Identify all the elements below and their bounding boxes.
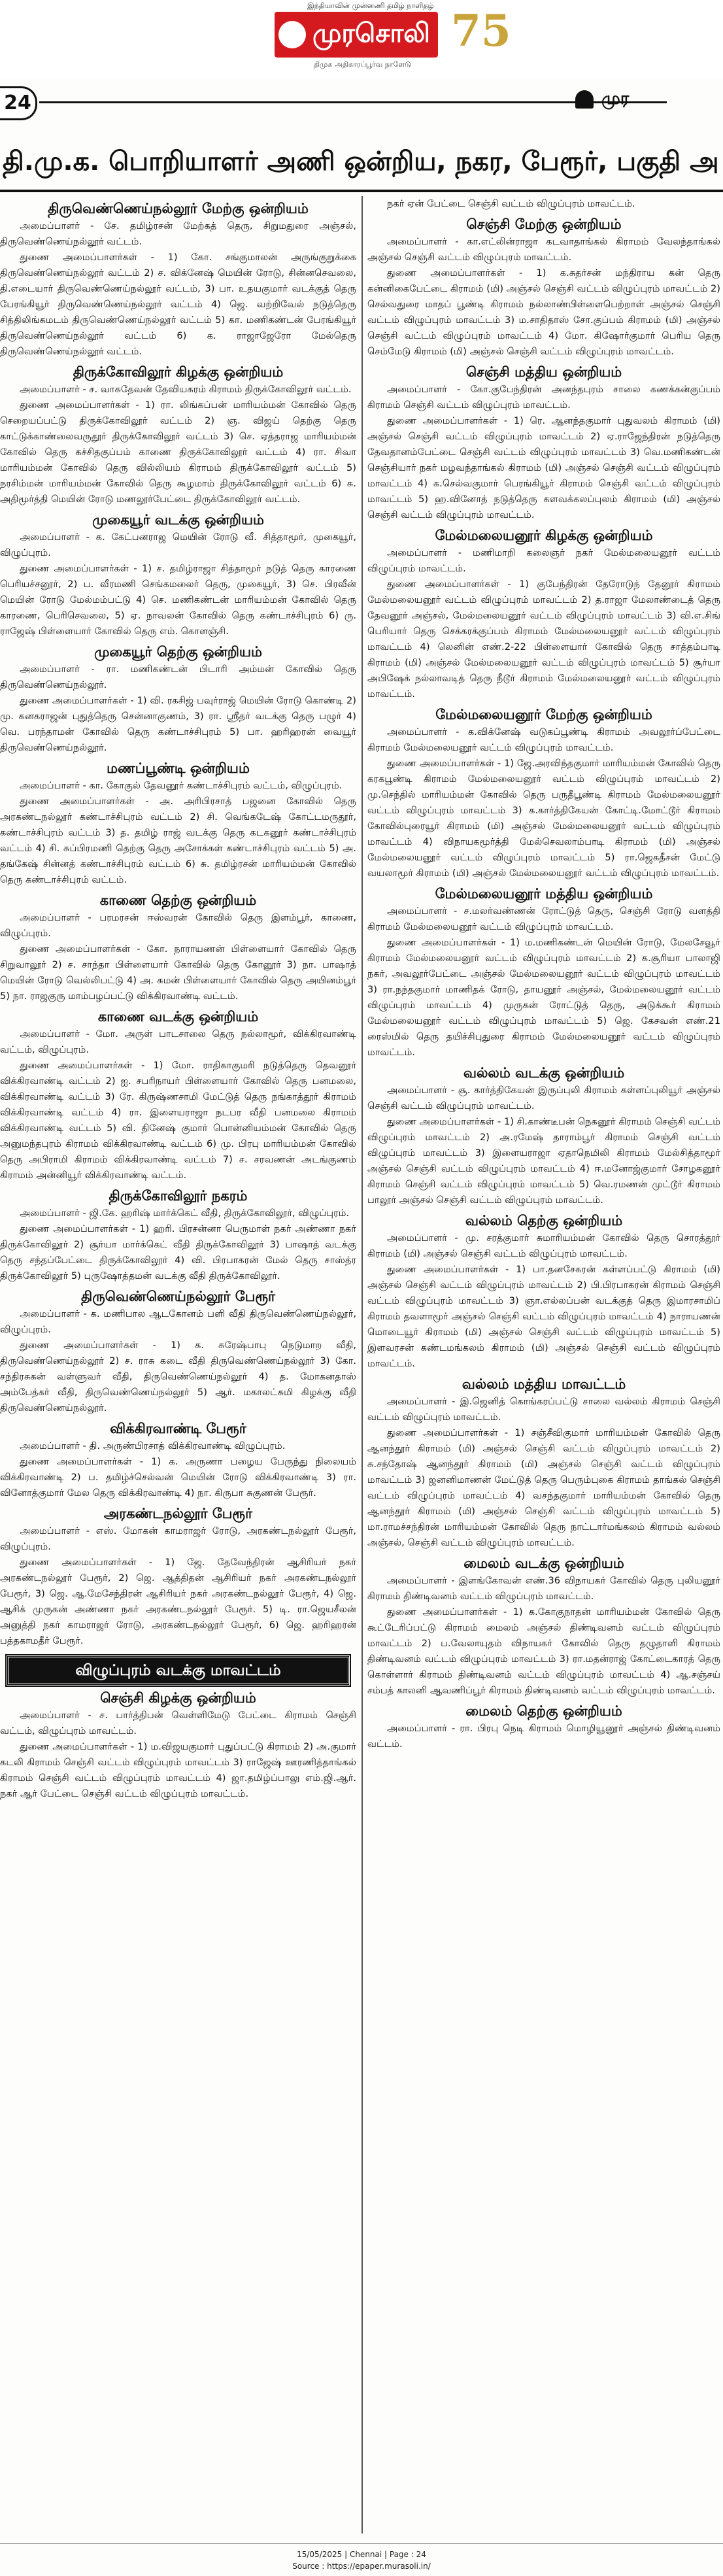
footer-rule [0, 2543, 723, 2544]
organizer-paragraph: அமைப்பாளர் - கா.எட்லின்ராஜா கடவாதாங்கல் கிராமம் வேலந்தாங்கல் அஞ்சல் செஞ்சி வட்டம் விழுப்புரம் மாவட்டம். [367, 236, 720, 263]
footer-source: Source : https://epaper.murasoli.in/ [292, 2562, 431, 2571]
section-heading: செஞ்சி கிழக்கு ஒன்றியம் [100, 1690, 256, 1706]
union-section [0, 510, 356, 639]
organizer-paragraph: அமைப்பாளர் - இ.ஜெனித் கொங்கரப்பட்டு சாலை வல்லம் கிராமம் செஞ்சி வட்டம் விழுப்புரம் மாவட்டம். [367, 1396, 720, 1423]
organizer-paragraph: அமைப்பாளர் - ரா. பிரபு நெடி கிராமம் மொழியூனூர் அஞ்சல் திண்டிவனம் வட்டம். [367, 1723, 720, 1750]
section-heading: மைலம் தெற்கு ஒன்றியம் [465, 1703, 622, 1719]
organizer-paragraph: அமைப்பாளர் - சூ. கார்த்திகேயன் இருப்புலி கிராமம் கள்ளப்புலியூர் அஞ்சல் செஞ்சி வட்டம் விழுப்புரம் மாவட்டம். [367, 1085, 720, 1111]
organizer-paragraph: நகர் ஏன் பேட்டை செஞ்சி வட்டம் விழுப்புரம் மாவட்டம். [387, 198, 635, 209]
deputy-organizers-paragraph: துணை அமைப்பாளர்கள் - 1) க.சுதர்சன் மந்திராய கன் தெரு கன்னிகைபேட்டை கிராமம் (மி) அஞ்சல் செஞ்சி வட்டம் விழுப்புரம் மாவட்டம் 2) செல்வதுரை மாதப் பூண்டி கிராமம் நல்லாண்பிள்ளைபெற்றாள் அஞ்சல் செஞ்சி வட்டம் விழுப்புரம் மாவட்டம் 3) ம.சாதிதாஸ் சோ.குப்பம் கிராமம் (மி) அஞ்சல் செஞ்சி வட்டம் விழுப்புரம் மாவட்டம் 4) மோ. கிஷோர்குமார் பெரிய தெரு செம்மேடு கிராமம் (மி) அஞ்சல் செஞ்சி வட்டம் விழுப்புரம் மாவட்டம். [367, 267, 720, 357]
union-section [0, 890, 356, 1004]
section-heading: மைலம் வடக்கு ஒன்றியம் [463, 1555, 624, 1571]
footer-dateline: 15/05/2025 | Chennai | Page : 24 [297, 2550, 426, 2559]
deputy-organizers-paragraph: துணை அமைப்பாளர்கள் - 1) ரெ. ஆனந்தகுமார் புதுவலம் கிராமம் (மி) அஞ்சல் செஞ்சி வட்டம் விழுப்புரம் மாவட்டம் 2) ஏ.ராஜேந்திரன் நடுத்தெரு தேவதானம்பேட்டை செஞ்சி வட்டம் விழுப்புரம் மாவட்டம் 3) வெ.மணிகண்டன் செஞ்சியார் நகர் மழவந்தாங்கல் கிராமம் (மி) அஞ்சல் செஞ்சி வட்டம் விழுப்புரம் மாவட்டம் 4) க.செல்வகுமார் பெரங்கியூர் கிராமம் செஞ்சி வட்டம் விழுப்புரம் மாவட்டம் 5) ஹ.வினோத் நடுத்தெரு களவக்கலப்புலம் கிராமம் (மி) அஞ்சல் செஞ்சி வட்டம் விழுப்புரம் மாவட்டம். [367, 415, 720, 520]
section-heading: மணப்பூண்டி ஒன்றியம் [107, 760, 250, 776]
right-column [367, 196, 720, 2537]
deputy-organizers-paragraph: துணை அமைப்பாளர்கள் - 1) சஞ்சீவிகுமார் மாரியம்மன் கோவில் தெரு ஆனந்தூர் கிராமம் (மி) அஞ்சல் செஞ்சி வட்டம் விழுப்புரம் மாவட்டம் 2) சு.சந்தோஷ் ஆனந்தூர் கிராமம் (மி) அஞ்சல் செஞ்சி வட்டம் விழுப்புரம் மாவட்டம் 3) ஜனனிமாணன் மேட்டுத் தெரு பெரும்புகை கிராமம் தாங்கல் செஞ்சி வட்டம் விழுப்புரம் மாவட்டம் 4) வசந்தகுமார் மாரியம்மன் கோவில் தெரு ஆனந்தூர் கிராமம் (மி) அஞ்சல் செஞ்சி வட்டம் விழுப்புரம் மாவட்டம் 5) மா.ராமச்சந்திரன் மாரியம்மன் கோவில் தெரு நாட்டார்மங்கலம் கிராமம் வல்லம் அஞ்சல், செஞ்சி வட்டம் விழுப்புரம் மாவட்டம். [367, 1427, 720, 1548]
deputy-organizers-paragraph: துணை அமைப்பாளர்கள் - 1) க. அருணா பழைய பேருந்து நிலையம் விக்கிரவாண்டி 2) ப. தமிழ்ச்செல்வன் மெயின் ரோடு விக்கிரவாண்டி 3) ரா. வினோத்குமார் மேல தெரு விக்கிரவாண்டி 4) நா. கிருபா சுகுணன் பேரூர். [0, 1456, 356, 1499]
union-section [367, 884, 720, 1060]
section-heading: மேல்மலையனூர் கிழக்கு ஒன்றியம் [435, 528, 653, 543]
page-number: 24 [0, 86, 37, 120]
deputy-organizers-paragraph: துணை அமைப்பாளர்கள் - 1) ம.மணிகண்டன் மெயின் ரோடு, மேலசேவூர் கிராமம் மேல்மலையனூர் வட்டம் விழுப்புரம் மாவட்டம் 2) க.சூரியா பாலாஜி நகர், அவலூர்பேட்டை அஞ்சல் மேல்மலையனூர் வட்டம் விழுப்புரம் மாவட்டம் 3) ரா.நந்தகுமார் மாணிதக் ரோடு, தாயனூர் அஞ்சல், மேல்மலையனூர் வட்டம் விழுப்புரம் மாவட்டம் 4) முருகன் ரோட்டுத் தெரு, அடுக்கூர் கிராமம் மேல்மலையனூர் வட்டம் விழுப்புரம் மாவட்டம் 5) ஜெ. கேசவன் எண்.21 ரைஸ்மில் தெரு தயிச்சிபுதுரை கிராமம் மேல்மலையனூர் வட்டம் விழுப்புரம் மாவட்டம். [367, 937, 720, 1058]
organizer-paragraph: அமைப்பாளர் - ச. பார்த்திபன் வெள்ளிமேடு பேட்டை கிராமம் செஞ்சி வட்டம், விழுப்புரம் மாவட்டம். [0, 1710, 356, 1737]
section-heading: வல்லம் தெற்கு ஒன்றியம் [465, 1213, 623, 1229]
page-header-right-text: முர [601, 89, 630, 109]
section-heading: செஞ்சி மத்திய ஒன்றியம் [465, 364, 622, 380]
union-section [0, 1688, 356, 1802]
section-heading: வல்லம் மத்திய மாவட்டம் [462, 1376, 626, 1392]
section-heading: திருவெண்ணெய்நல்லூர் பேரூர் [81, 1289, 275, 1304]
section-heading: திருக்கோவிலூர் கிழக்கு ஒன்றியம் [73, 364, 284, 380]
masthead [0, 0, 723, 78]
organizer-paragraph: அமைப்பாளர் - கா. கோகுல் தேவனூர் கண்டாச்சிபுரம் வட்டம், விழுப்புரம். [20, 780, 343, 791]
organizer-paragraph: அமைப்பாளர் - மு. சரத்குமார் சுமாரியம்மன் கோவில் தெரு சொரத்தூர் கிராமம் (மி) அஞ்சல் செஞ்சி வட்டம் விழுப்புரம் மாவட்டம். [367, 1232, 720, 1259]
district-banner [0, 1655, 356, 1686]
district-heading: விழுப்புரம் வடக்கு மாவட்டம் [7, 1655, 350, 1686]
union-section [0, 1287, 356, 1416]
union-section [367, 526, 720, 702]
union-section [367, 1063, 720, 1208]
section-heading: மேல்மலையனூர் மத்திய ஒன்றியம் [435, 886, 653, 902]
deputy-organizers-paragraph: துணை அமைப்பாளர்கள் - 1) ஜே.அரவிந்தகுமார் மாரியம்மன் கோவில் தெரு கரகபூண்டி கிராமம் மேல்மலையனூர் வட்டம் விழுப்புரம் மாவட்டம் 2) மு.செந்தில் மாரியம்மன் கோவில் தெரு பருதீபூண்டி கிராமம் மேல்மலையனூர் வட்டம் விழுப்புரம் மாவட்டம் 3) க.கார்த்திகேயன் கோட்டி.மோட்டூர் கிராமம் கோவில்புரையூர் கிராமம் (மி) அஞ்சல் மேல்மலையனூர் வட்டம் விழுப்புரம் மாவட்டம் 4) விநாயகமூர்த்தி மேல்செவலாம்பாடி கிராமம் (மி) அஞ்சல் மேல்மலையனூர் வட்டம் விழுப்புரம் மாவட்டம் 5) ரா.ஜெகதீசன் மேட்டு வயலாமூர் கிராமம் (மி) அஞ்சல் மேல்மலையனூர் வட்டம் விழுப்புரம் மாவட்டம். [367, 758, 720, 879]
union-section [0, 642, 356, 756]
deputy-organizers-paragraph: துணை அமைப்பாளர்கள் - 1) ரா. லிங்கப்பன் மாரியம்மன் கோவில் தெரு செறையப்பட்டு திருக்கோவிலூர் வட்டம் 2) ஞ. விஜய் தெற்கு தெரு காட்டுக்காண்லைவருதூர் திருக்கோவிலூர் வட்டம் 3) செ. ஏத்தராஜ மாரியம்மன் கோவில் தெரு கச்சிதகுப்பம் காணை திருக்கோவிலூர் வட்டம் 4) ரா. சிவா மாரியம்மன் கோவில் தெரு வில்லியம் கிராமம் திருக்கோவிலூர் வட்டம் 5) நரசிம்மன் மாரியம்மன் கோவில் தெரு கூழமாம் திருக்கோவிலூர் வட்டம் 6) சு. அதிமூர்த்தி மெயின் ரோடு மணலூர்பேட்டை திருக்கோவிலூர் வட்டம். [0, 399, 356, 505]
section-heading: திருவெண்ணெய்நல்லூர் மேற்கு ஒன்றியம் [48, 201, 309, 216]
page-footer [0, 2543, 723, 2576]
deputy-organizers-paragraph: துணை அமைப்பாளர்கள் - 1) ஹரி. பிரசன்னா பெருமாள் நகர் அண்ணா நகர் திருக்கோவிலூர் 2) சூர்யா மார்க்கெட் வீதி திருக்கோவிலூர் 3) பாஷாத் வடக்கு தெரு சந்தப்பேட்டை திருக்கோவிலூர் 4) வி. பிரபாகரன் மேல் தெரு சாஸ்த்ர திருக்கோவிலூர் 5) புருஷோத்தமன் வடக்கு வீதி திருக்கோவிலூர். [0, 1223, 356, 1281]
deputy-organizers-paragraph: துணை அமைப்பாளர்கள் - 1) ச. தமிழ்ராஜா சித்தாமூர் நடுத் தெரு காரணை பெரியச்சனூர், 2) ப. வீரமணி செங்கமலைர் தெரு, முகையூர், 3) செ. பிரவீன் மெயின் ரோடு மேல்மம்பட்டு 4) செ. மணிகண்டன் மாரியம்மன் கோவில் தெரு காரணை, பெரிசெவலை, 5) ஏ. நாவலன் கோவில் தெரு கண்டாச்சிபுரம் 6) ரு. ராஜேஷ் பிள்ளையார் கோவில் தெரு எம். கொளஞ்சி. [0, 563, 356, 637]
section-heading: காணை தெற்கு ஒன்றியம் [99, 892, 257, 908]
organizer-paragraph: அமைப்பாளர் - இளங்கோவன் எண்.36 விநாயகர் கோவில் தெரு புலியனூர் கிராமம் திண்டிவனம் வட்டம் விழுப்புரம் மாவட்டம். [367, 1575, 720, 1602]
section-heading: அரகண்டநல்லூர் பேரூர் [103, 1506, 253, 1521]
deputy-organizers-paragraph: துணை அமைப்பாளர்கள் - கோ. நாராயணன் பிள்ளையார் கோவில் தெரு சிறுவாலூர் 2) ச. சாந்தா பிள்ளையார் கோவில் தெரு கோனூர் 3) நா. பாஷாத் மெயின் ரோடு வெல்லிபட்டு 4) அ. சுமன் பிள்ளையார் கோவில் தெரு அயினம்பூர் 5) நா. ராஜகுரு மாம்பழப்பட்டு விக்கிரவாண்டி வட்டம். [0, 943, 356, 1002]
section-heading: மேல்மலையனூர் மேற்கு ஒன்றியம் [435, 707, 652, 722]
union-section [0, 758, 356, 888]
section-heading: முகையூர் தெற்கு ஒன்றியம் [94, 644, 262, 660]
union-section [367, 196, 720, 212]
deputy-organizers-paragraph: துணை அமைப்பாளர்கள் - 1) க.கோகுநாதன் மாரியம்மன் கோவில் தெரு கூட்டேரிப்பட்டு கிராமம் மைலம் அஞ்சல் திண்டிவனம் வட்டம் விழுப்புரம் மாவட்டம் 2) ப.வேலாயுதம் விநாயகர் கோவில் தெரு தழுதாளி கிராமம் திண்டிவனம் வட்டம் விழுப்புரம் மாவட்டம் 3) ரா.மதன்ராஜ் கோட்டைகாரத் தெரு கொள்ளார் கிராமம் திண்டிவனம் வட்டம் விழுப்புரம் மாவட்டம் 4) ஆ.சஞ்சய் சம்பத் காலனி ஆவணிப்பூர் கிராமம் திண்டிவனம் வட்டம் விழுப்புரம் மாவட்டம். [367, 1606, 720, 1696]
section-heading: முகையூர் வடக்கு ஒன்றியம் [92, 512, 264, 528]
article-headline: தி.மு.க. பொறியாளர் அணி ஒன்றிய, நகர, பேரூர், பகுதி அ [3, 146, 719, 177]
deputy-organizers-paragraph: துணை அமைப்பாளர்கள் - 1) சி.காண்டீபன் நெகனூர் கிராமம் செஞ்சி வட்டம் விழுப்புரம் மாவட்டம் 2) அ.ரமேஷ் தாராம்பூர் கிராமம் செஞ்சி வட்டம் விழுப்புரம் மாவட்டம் 3) இளையராஜா ஏதாநெமிலி கிராமம் மேல்சித்தாமூர் அஞ்சல் செஞ்சி வட்டம் விழுப்புரம் மாவட்டம் 4) ஈ.மனோஜ்குமார் சோழகனூர் கிராமம் செஞ்சி வட்டம் விழுப்புரம் மாவட்டம் 5) வெ.ரமணன் முட்டூர் கிராமம் பாலூர் அஞ்சல் செஞ்சி வட்டம் விழுப்புரம் மாவட்டம். [367, 1116, 720, 1206]
column-divider [362, 196, 363, 2534]
headline-rule [0, 190, 723, 192]
party-symbol-icon [575, 90, 594, 109]
section-heading: திருக்கோவிலூர் நகரம் [109, 1188, 248, 1204]
union-section [367, 214, 720, 360]
deputy-organizers-paragraph: துணை அமைப்பாளர்கள் - 1) வி. ரகசிஜ் பவுர்ராஜ் மெயின் ரோடு கொண்டி 2) மு. கனகராஜன் புதுத்தெரு சென்னாகுணம், 3) ரா. ஸ்ரீதர் வடக்கு தெரு பழுர் 4) வெ. பரந்தாமன் கோவில் தெரு கண்டாச்சிபுரம் 5) பா. ஹரிஹரன் வையூர் திருவெண்ணெய்நல்லூர். [0, 695, 356, 753]
union-section [0, 1007, 356, 1183]
union-section [367, 1374, 720, 1551]
deputy-organizers-paragraph: துணை அமைப்பாளர்கள் - அ. அரிபிரசாத் பஜனை கோவில் தெரு அரகண்டநல்லூர் கண்டாச்சிபுரம் வட்டம் 2) சி. வெங்கடேஷ் கோட்டமருதூர், கண்டாச்சிபுரம் வட்டம் 3) த. தமிழ் ராஜ் வடக்கு தெரு கடகனூர் கண்டாச்சிபுரம் வட்டம் 4) சி. சுப்பிரமணி தெற்கு தெரு அசோக்கள் கண்டாச்சிபுரம் வட்டம் 5) அ. தங்கேஷ் சின்னத் கண்டாச்சிபுரம் வட்டம் 6) சு. தமிழ்ரசன் மாரியம்மன் கோவில் தெரு கண்டாச்சிபுரம் வட்டம். [0, 796, 356, 885]
deputy-organizers-paragraph: துணை அமைப்பாளர்கள் - 1) ஜே. தேவேந்திரன் ஆசிரியர் நகர் அரகண்டநல்லூர் பேரூர், 2) ஜெ. ஆத்திதன் ஆசிரியர் நகர் அரகண்டநல்லூர் பேரூர், 3) ஜெ. ஆ.மேசேந்திரன் ஆசிரியர் நகர் அரகண்டநல்லூர் பேரூர், 4) ஜெ. ஆசிக் முருகன் அண்ணா நகர் அரகண்டநல்லூர் பேரூர். 5) டி. ரா.ஜெயசீலன் அனுத்தி நகர் காமராஜர் ரோடு, அரகண்டநல்லூர் பேரூர், 6) ஜெ. ஹரிஹரன் பத்தகாமதீர் பேரூர். [0, 1557, 356, 1646]
anniversary-badge: 75 [451, 5, 511, 56]
deputy-organizers-paragraph: துணை அமைப்பாளர்கள் - 1) மோ. ராதிகாகுமரி நடுத்தெரு தெவனூர் விக்கிரவாண்டி வட்டம் 2) ஐ. சபரிநாயர் பிள்ளையார் கோவில் தெரு பனமலை, விக்கிரவாண்டி வட்டம் 3) ரே. கிருஷ்ணசாமி மேட்டுத் தெரு நங்காத்தூர் கிராமம் விக்கிரவாண்டி வட்டம் 4) ரா. இளையராஜா நடபர வீதி பனமலை கிராமம் விக்கிரவாண்டி வட்டம் 5) வி. தினேஷ் குமார் பொன்னியம்மன் கோவில் தெரு அனுமந்தபுரம் கிராமம் விக்கிரவாண்டி வட்டம் 6) மு. பிரபு மாரியம்மன் கோவில் தெரு அபிராமி கிராமம் விக்கிரவாண்டி வட்டம் 7) ச. சரவணன் அடங்குணம் கிராமம் அன்னியூர் விக்கிரவாண்டி வட்டம். [0, 1060, 356, 1181]
masthead-subtitle: திமுக அதிகாரப்பூர்வ நாளேடு [314, 60, 412, 69]
section-heading: செஞ்சி மேற்கு ஒன்றியம் [466, 216, 622, 232]
organizer-paragraph: அமைப்பாளர் - பரமரசன் ஈஸ்வரன் கோவில் தெரு இளம்பூர், காணை, விழுப்புரம். [0, 912, 356, 939]
organizer-paragraph: அமைப்பாளர் - ச. வாசுதேவன் தேவியகரம் கிராமம் திருக்கோவிலூர் வட்டம். [20, 384, 352, 395]
deputy-organizers-paragraph: துணை அமைப்பாளர்கள் - 1) க. சுரேஷ்பாபு நெடுமாற வீதி, திருவெண்ணெய்நல்லூர் 2) ச. ராசு கடை வீதி திருவெண்ணெய்நல்லூர் 3) கோ. சந்திரசுகன் வள்ளுவர் வீதி, திருவெண்ணெய்நல்லூர் 4) த. மோகனதாஸ் அம்பேத்கர் வீதி, திருவெண்ணெய்நல்லூர் 5) ஆர். மகாலட்சுமி கிழக்கு வீதி திருவெண்ணெய்நல்லூர். [0, 1340, 356, 1414]
section-heading: வல்லம் வடக்கு ஒன்றியம் [463, 1065, 625, 1081]
union-section [0, 199, 356, 360]
deputy-organizers-paragraph: துணை அமைப்பாளர்கள் - 1) ம.விஜயகுமார் புதுப்பட்டு கிராமம் 2) அ.குமார் கடலி கிராமம் செஞ்சி வட்டம் விழுப்புரம் மாவட்டம் 3) ராஜேஷ் ஊரணித்தாங்கல் கிராமம் செஞ்சி வட்டம் விழுப்புரம் மாவட்டம் 4) ஜா.தமிழ்ப்பாலு எம்.ஜி.ஆர். நகர் ஆர் பேட்டை செஞ்சி வட்டம் விழுப்புரம் மாவட்டம். [0, 1741, 356, 1799]
section-heading: காணை வடக்கு ஒன்றியம் [97, 1009, 259, 1025]
organizer-paragraph: அமைப்பாளர் - தி. அருண்பிரசாத் விக்கிரவாண்டி விழுப்புரம். [20, 1440, 286, 1451]
union-section [367, 1553, 720, 1699]
organizer-paragraph: அமைப்பாளர் - ரா. மணிகண்டன் பிடாரி அம்மன் கோவில் தெரு திருவெண்ணெய்நல்லூர். [0, 664, 356, 690]
left-column [0, 196, 356, 2537]
organizer-paragraph: அமைப்பாளர் - க. கேட்பனராஜ மெயின் ரோடு வீ. சித்தாமூர், முகையூர், விழுப்புரம். [0, 532, 356, 558]
newspaper-title: முரசொலி [312, 18, 430, 48]
header-rule [39, 101, 667, 103]
union-section [367, 1701, 720, 1752]
union-section [367, 705, 720, 881]
union-section [367, 1211, 720, 1372]
masthead-tagline: இந்தியாவின் முன்னணி தமிழ் நாளிதழ் [307, 1, 434, 10]
organizer-paragraph: அமைப்பாளர் - மணிமாறி கலைஞர் நகர் மேல்மலையனூர் வட்டம் விழுப்புரம் மாவட்டம். [367, 547, 720, 574]
union-section [0, 1504, 356, 1649]
organizer-paragraph: அமைப்பாளர் - ஜி.கே. ஹரிஷ் மார்க்கெட் வீதி, திருக்கோவிலூர், விழுப்புரம். [20, 1208, 350, 1219]
organizer-paragraph: அமைப்பாளர் - ச.மலர்வண்ணன் ரோட்டுத் தெரு, செஞ்சி ரோடு வளத்தி கிராமம் மேல்மலையனூர் வட்டம் விழுப்புரம் மாவட்டம். [367, 906, 720, 932]
organizer-paragraph: அமைப்பாளர் - எஸ். மோகன் காமராஜர் ரோடு, அரகண்டநல்லூர் பேரூர், விழுப்புரம். [0, 1525, 356, 1552]
organizer-paragraph: அமைப்பாளர் - க.விக்னேஷ் வடுகப்பூண்டி கிராமம் அவலூர்ப்பேட்டை கிராமம் மேல்மலையனூர் வட்டம் விழுப்புரம் மாவட்டம். [367, 726, 720, 753]
union-section [367, 362, 720, 523]
union-section [0, 362, 356, 507]
organizer-paragraph: அமைப்பாளர் - கோ.குபேந்திரன் அனந்தபுரம் சாலை கணக்கன்குப்பம் கிராமம் செஞ்சி வட்டம் விழுப்புரம் மாவட்டம். [367, 384, 720, 411]
page-header-bar [0, 78, 723, 124]
deputy-organizers-paragraph: துணை அமைப்பாளர்கள் - 1) கோ. சங்குமாலன் அருங்குறுக்கை திருவெண்ணெய்நல்லூர் வட்டம் 2) ச. விக்னேஷ் மெயின் ரோடு, சின்னசெவலை, தி.எடையார் திருவெண்ணெய்நல்லூர் வட்டம், 3) பா. உதயகுமார் வடக்குத் தெரு பேரங்கியூர் திருவெண்ணெய்நல்லூர் வட்டம் 4) ஜெ. வற்றிவேல் நடுத்தெரு சித்திலிங்கமடம் திருவெண்ணெய்நல்லூர் வட்டம் 5) கா. மணிகண்டன் பேரங்கியூர் திருவெண்ணெய்நல்லூர் வட்டம் 6) க. ராஜாஜேரோ மேல்தெரு திருவெண்ணெய்நல்லூர் வட்டம். [0, 252, 356, 357]
organizer-paragraph: அமைப்பாளர் - க. மணிபால ஆடகோனம் பளி வீதி திருவெண்ணெய்நல்லூர், விழுப்புரம். [0, 1308, 356, 1335]
union-section [0, 1186, 356, 1284]
rising-sun-icon [278, 21, 306, 48]
deputy-organizers-paragraph: துணை அமைப்பாளர்கள் - 1) பா.தனசேகரன் கள்ளப்பட்டு கிராமம் (மி) அஞ்சல் செஞ்சி வட்டம் விழுப்புரம் மாவட்டம் 2) பி.பிரபாகரன் கிராமம் செஞ்சி வட்டம் விழுப்புரம் மாவட்டம் 3) ஞா.எல்லப்பன் வடக்குத் தெரு இமாரசாமிப் கிராமம் தவளாமூர் அஞ்சல் செஞ்சி வட்டம் விழுப்புரம் மாவட்டம் 4) நாராயணன் மொடையூர் கிராமம் (மி) அஞ்சல் செஞ்சி வட்டம் விழுப்புரம் மாவட்டம் 5) இளவரசன் கண்டமங்கலம் கிராமம் (மி) அஞ்சல் செஞ்சி வட்டம் விழுப்புரம் மாவட்டம். [367, 1264, 720, 1369]
organizer-paragraph: அமைப்பாளர் - மோ. அருள் பாடசாலை தெரு நல்லாமூர், விக்கிரவாண்டி வட்டம், விழுப்புரம். [0, 1028, 356, 1055]
section-heading: விக்கிரவாண்டி பேரூர் [110, 1421, 246, 1436]
deputy-organizers-paragraph: துணை அமைப்பாளர்கள் - 1) குபேந்திரன் தேரோடுந் தேனூர் கிராமம் மேல்மலையனூர் வட்டம் விழுப்புரம் மாவட்டம் 2) த.ராஜா மேலாண்டைத் தெரு தேவனூர் அஞ்சல், மேல்மலையனூர் வட்டம் விழுப்புரம் மாவட்டம் 3) வி.எ.சிங் பெரியார் தெரு செக்கரக்குப்பம் கிராமம் மேல்மலையனூர் வட்டம் விழுப்புரம் மாவட்டம் 4) லெனின் எண்.2-22 பிள்ளையார் கோவில் தெரு சாத்தம்பாடி கிராமம் (மி) அஞ்சல் மேல்மலையனூர் வட்டம் விழுப்புரம் மாவட்டம் 5) சூர்யா அபிஷேக் நல்லாவடித் தெரு நீடூர் கிராமம் மேல்மலையனூர் வட்டம் விழுப்புரம் மாவட்டம். [367, 579, 720, 700]
union-section [0, 1419, 356, 1501]
organizer-paragraph: அமைப்பாளர் - சே. தமிழ்ரசன் மேற்கத் தெரு, சிறுமதுரை அஞ்சல், திருவெண்ணெய்நல்லூர் வட்டம். [0, 220, 356, 247]
masthead-logo [275, 12, 438, 58]
